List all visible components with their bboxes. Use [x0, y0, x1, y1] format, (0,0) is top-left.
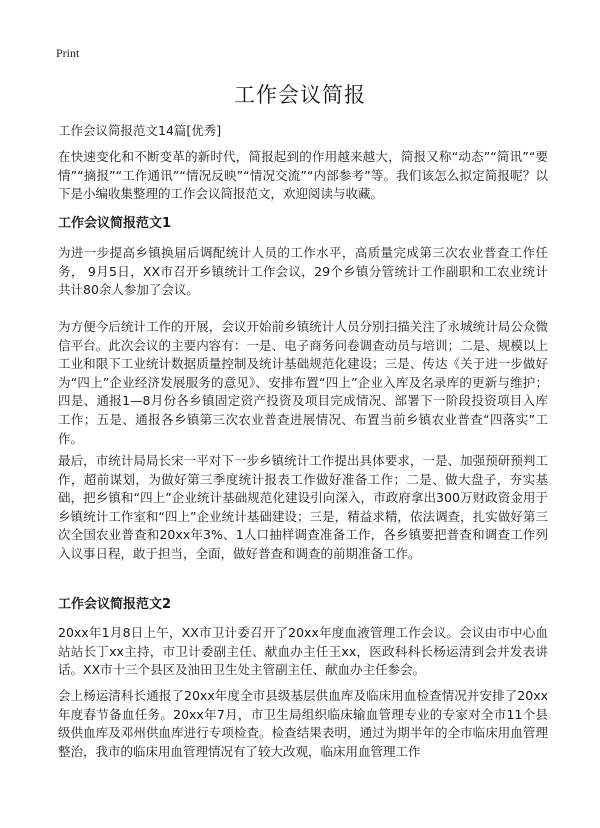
section-2-heading: 工作会议简报范文2 [58, 597, 172, 612]
section-2-paragraph-1: 20xx年1月8日上午，XX市卫计委召开了20xx年度血液管理工作会议。会议由市中心血站站长丁xx主持，市卫计委副主任、献血办主任王xx，医政科科长杨运清到会并发表讲话。XX市十三个县区及油田卫生处主管副主任、献血办主任参会。 [58, 625, 548, 678]
intro-paragraph: 在快速变化和不断变革的新时代，简报起到的作用越来越大，简报又称“动态”“简讯”“要情”“摘报”“工作通讯”“情况反映”“情况交流”“内部参考”等。我们该怎么拟定简报呢？以下是小编收集整理的工作会议简报范文，欢迎阅读与收藏。 [58, 149, 548, 202]
section-1-paragraph-1: 为进一步提高乡镇换届后调配统计人员的工作水平，高质量完成第三次农业普查工作任务， 9月5日，XX市召开乡镇统计工作会议，29个乡镇分管统计工作副职和工农业统计共计80余人参加了会议。 [58, 245, 548, 298]
document-subtitle: 工作会议简报范文14篇[优秀] [58, 123, 222, 138]
section-2-paragraph-2: 会上杨运清科长通报了20xx年度全市县级基层供血库及临床用血检查情况并安排了20xx年度春节备血任务。20xx年7月，市卫生局组织临床输血管理专业的专家对全市11个县级供血库及邓州供血库进行专项检查。检查结果表明，通过为期半年的全市临床用血管理整治，我市的临床用血管理情况有了较大改观，临床用血管理工作 [58, 688, 548, 759]
document-title: 工作会议简报 [234, 83, 366, 107]
section-1-heading: 工作会议简报范文1 [58, 216, 172, 231]
section-1-paragraph-2: 为方便今后统计工作的开展，会议开始前乡镇统计人员分别扫描关注了永城统计局公众微信平台。此次会议的主要内容有：一是、电子商务问卷调查动员与培训；二是、规模以上工业和限下工业统计数据质量控制及统计基础规范化建设；三是、传达《关于进一步做好为“四上”企业经济发展服务的意见》、安排布置“四上”企业入库及名录库的更新与维护；四是、通报1—8月份各乡镇固定资产投资及项目完成情况、部署下一阶段投资项目入库工作；五是、通报各乡镇第三次农业普查进展情况、布置当前乡镇农业普查“四落实”工作。 [58, 319, 548, 446]
section-1-paragraph-3: 最后，市统计局局长宋一平对下一步乡镇统计工作提出具体要求，一是、加强预研预判工作，超前谋划，为做好第三季度统计报表工作做好准备工作；二是、做大盘子，夯实基础，把乡镇和“四上”企业统计基础规范化建设引向深入，市政府拿出300万财政资金用于乡镇统计工作室和“四上”企业统计基础建设；三是，精益求精，依法调查，扎实做好第三次全国农业普查和20xx年3%、1人口抽样调查准备工作，各乡镇要把普查和调查工作列入议事日程，敢于担当，全面，做好普查和调查的前期准备工作。 [58, 453, 548, 561]
print-link[interactable]: Print [56, 46, 80, 60]
